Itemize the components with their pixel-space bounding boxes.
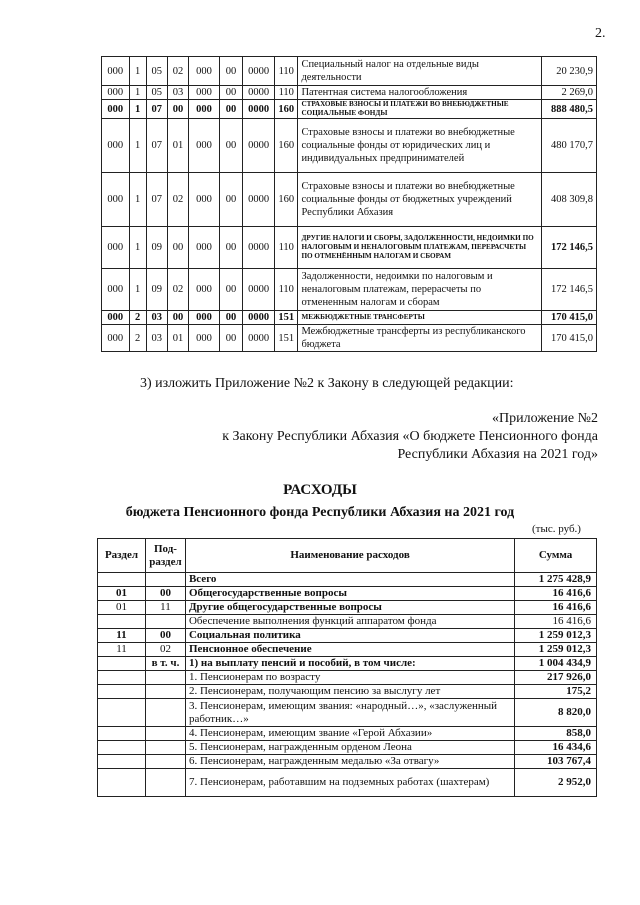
income-code-cell: 000 (102, 269, 130, 311)
income-code-cell: 000 (189, 57, 220, 86)
expense-section-cell: 11 (98, 629, 146, 643)
income-row (102, 86, 597, 100)
expense-subsection-cell: 02 (145, 643, 185, 657)
expense-subsection-cell (145, 699, 185, 727)
income-code-cell: 07 (146, 119, 167, 173)
expense-section-cell (98, 727, 146, 741)
expense-section-cell: 01 (98, 601, 146, 615)
header-name: Наименование расходов (185, 539, 514, 573)
income-code-cell: 07 (146, 100, 167, 119)
income-code-cell: 000 (102, 86, 130, 100)
expense-section-cell (98, 615, 146, 629)
income-code-cell: 1 (129, 119, 146, 173)
income-code-cell: 000 (102, 119, 130, 173)
income-code-cell: 1 (129, 100, 146, 119)
income-code-cell: 151 (275, 311, 298, 325)
expense-sum-cell: 1 259 012,3 (515, 643, 597, 657)
expense-sum-cell: 217 926,0 (515, 671, 597, 685)
income-row (102, 100, 597, 119)
income-code-cell: 110 (275, 86, 298, 100)
expense-sum-cell: 1 275 428,9 (515, 573, 597, 587)
expense-row (98, 601, 597, 615)
income-code-cell: 03 (146, 311, 167, 325)
expense-row (98, 615, 597, 629)
document-subtitle: бюджета Пенсионного фонда Республики Абхазия на 2021 год (125, 505, 515, 520)
income-code-cell: 000 (189, 86, 220, 100)
income-code-cell: 000 (189, 119, 220, 173)
expense-row (98, 727, 597, 741)
income-code-cell: 00 (219, 325, 242, 352)
income-code-cell: 110 (275, 57, 298, 86)
income-sum-cell: 170 415,0 (541, 311, 596, 325)
income-row (102, 173, 597, 227)
income-row (102, 325, 597, 352)
appendix-header (222, 410, 598, 464)
income-code-cell: 00 (219, 173, 242, 227)
income-sum-cell: 20 230,9 (541, 57, 596, 86)
income-code-cell: 07 (146, 173, 167, 227)
income-row (102, 119, 597, 173)
expense-name-cell: 7. Пенсионерам, работавшим на подземных работах (шахтерам) (185, 769, 514, 797)
expense-row (98, 643, 597, 657)
expense-sum-cell: 16 416,6 (515, 601, 597, 615)
income-code-cell: 000 (189, 325, 220, 352)
expense-subsection-cell: 00 (145, 629, 185, 643)
income-code-cell: 000 (102, 227, 130, 269)
expense-row (98, 755, 597, 769)
income-code-cell: 0000 (243, 269, 275, 311)
income-code-cell: 00 (219, 57, 242, 86)
expense-subsection-cell: в т. ч. (145, 657, 185, 671)
expense-section-cell (98, 573, 146, 587)
income-code-cell: 000 (189, 100, 220, 119)
income-code-cell: 151 (275, 325, 298, 352)
income-code-cell: 00 (219, 269, 242, 311)
expense-section-cell: 01 (98, 587, 146, 601)
expense-sum-cell: 175,2 (515, 685, 597, 699)
income-code-cell: 000 (102, 57, 130, 86)
income-code-cell: 0000 (243, 227, 275, 269)
expense-table-body (98, 573, 597, 797)
income-code-cell: 000 (189, 311, 220, 325)
income-code-cell: 09 (146, 227, 167, 269)
income-code-cell: 00 (219, 227, 242, 269)
expense-row (98, 699, 597, 727)
income-code-cell: 03 (146, 325, 167, 352)
expense-row (98, 671, 597, 685)
expense-name-cell: Обеспечение выполнения функций аппаратом фонда (185, 615, 514, 629)
expense-subsection-cell (145, 727, 185, 741)
income-code-cell: 0000 (243, 119, 275, 173)
header-section: Раздел (98, 539, 146, 573)
income-sum-cell: 408 309,8 (541, 173, 596, 227)
expense-row (98, 573, 597, 587)
income-code-cell: 000 (189, 173, 220, 227)
income-sum-cell: 172 146,5 (541, 227, 596, 269)
expense-name-cell: Пенсионное обеспечение (185, 643, 514, 657)
income-code-cell: 02 (167, 57, 188, 86)
income-name-cell: МЕЖБЮДЖЕТНЫЕ ТРАНСФЕРТЫ (298, 311, 541, 325)
income-code-cell: 000 (102, 173, 130, 227)
income-code-cell: 000 (102, 100, 130, 119)
expense-name-cell: 4. Пенсионерам, имеющим звание «Герой Абхазии» (185, 727, 514, 741)
expense-section-cell (98, 755, 146, 769)
income-name-cell: Патентная система налогообложения (298, 86, 541, 100)
expense-row (98, 741, 597, 755)
document-title: РАСХОДЫ (283, 482, 357, 498)
expense-section-cell (98, 657, 146, 671)
income-code-cell: 160 (275, 119, 298, 173)
income-name-cell: Страховые взносы и платежи во внебюджетные социальные фонды от юридических лиц и индивидуальных предпринимателей (298, 119, 541, 173)
header-subsection: Под-раздел (145, 539, 185, 573)
income-sum-cell: 2 269,0 (541, 86, 596, 100)
income-code-cell: 1 (129, 269, 146, 311)
income-code-cell: 05 (146, 57, 167, 86)
income-code-cell: 00 (167, 227, 188, 269)
expense-subsection-cell (145, 615, 185, 629)
expense-subsection-cell (145, 685, 185, 699)
expense-subsection-cell (145, 741, 185, 755)
income-code-cell: 110 (275, 227, 298, 269)
income-code-cell: 0000 (243, 173, 275, 227)
income-code-cell: 000 (189, 269, 220, 311)
income-code-cell: 0000 (243, 325, 275, 352)
expense-subsection-cell (145, 671, 185, 685)
income-code-cell: 05 (146, 86, 167, 100)
income-sum-cell: 172 146,5 (541, 269, 596, 311)
expense-section-cell (98, 741, 146, 755)
income-code-cell: 0000 (243, 86, 275, 100)
income-code-cell: 0000 (243, 57, 275, 86)
income-name-cell: ДРУГИЕ НАЛОГИ И СБОРЫ, ЗАДОЛЖЕННОСТИ, НЕДОИМКИ ПО НАЛОГОВЫМ И НЕНАЛОГОВЫМ ПЛАТЕЖАМ, ПЕРЕРАСЧЕТЫ ПО ОТМЕНЁННЫМ НАЛОГАМ И СБОРАМ (298, 227, 541, 269)
income-code-cell: 2 (129, 311, 146, 325)
header-sum: Сумма (515, 539, 597, 573)
income-code-cell: 000 (189, 227, 220, 269)
expense-subsection-cell: 11 (145, 601, 185, 615)
income-code-cell: 02 (167, 269, 188, 311)
expense-name-cell: 1) на выплату пенсий и пособий, в том числе: (185, 657, 514, 671)
expense-name-cell: 5. Пенсионерам, награжденным орденом Леона (185, 741, 514, 755)
expense-row (98, 769, 597, 797)
income-code-cell: 0000 (243, 100, 275, 119)
income-row (102, 227, 597, 269)
expense-row (98, 629, 597, 643)
expense-name-cell: Социальная политика (185, 629, 514, 643)
expense-sum-cell: 103 767,4 (515, 755, 597, 769)
expense-name-cell: 3. Пенсионерам, имеющим звания: «народный…», «заслуженный работник…» (185, 699, 514, 727)
expense-section-cell (98, 685, 146, 699)
income-name-cell: Специальный налог на отдельные виды деятельности (298, 57, 541, 86)
income-code-cell: 00 (167, 311, 188, 325)
appendix-line-3: Республики Абхазия на 2021 год» (397, 447, 598, 462)
expense-sum-cell: 16 416,6 (515, 615, 597, 629)
income-code-cell: 00 (219, 100, 242, 119)
income-code-cell: 2 (129, 325, 146, 352)
income-code-cell: 000 (102, 325, 130, 352)
expense-row (98, 657, 597, 671)
income-row (102, 311, 597, 325)
income-name-cell: Страховые взносы и платежи во внебюджетные социальные фонды от бюджетных учреждений Республики Абхазия (298, 173, 541, 227)
expense-sum-cell: 1 004 434,9 (515, 657, 597, 671)
expense-subsection-cell (145, 573, 185, 587)
income-row (102, 57, 597, 86)
expense-sum-cell: 8 820,0 (515, 699, 597, 727)
expense-name-cell: Всего (185, 573, 514, 587)
income-code-cell: 00 (219, 311, 242, 325)
income-code-cell: 00 (219, 119, 242, 173)
unit-note: (тыс. руб.) (532, 523, 581, 535)
income-code-cell: 1 (129, 57, 146, 86)
income-code-cell: 1 (129, 86, 146, 100)
expense-sum-cell: 16 434,6 (515, 741, 597, 755)
income-code-cell: 09 (146, 269, 167, 311)
expense-row (98, 685, 597, 699)
expense-subsection-cell (145, 755, 185, 769)
expense-row (98, 587, 597, 601)
income-table (101, 56, 597, 352)
income-code-cell: 03 (167, 86, 188, 100)
income-name-cell: Межбюджетные трансферты из республиканского бюджета (298, 325, 541, 352)
expense-name-cell: 6. Пенсионерам, награжденным медалью «За отвагу» (185, 755, 514, 769)
expense-name-cell: 2. Пенсионерам, получающим пенсию за выслугу лет (185, 685, 514, 699)
expense-sum-cell: 2 952,0 (515, 769, 597, 797)
expense-subsection-cell: 00 (145, 587, 185, 601)
income-code-cell: 110 (275, 269, 298, 311)
income-code-cell: 00 (219, 86, 242, 100)
income-name-cell: СТРАХОВЫЕ ВЗНОСЫ И ПЛАТЕЖИ ВО ВНЕБЮДЖЕТНЫЕ СОЦИАЛЬНЫЕ ФОНДЫ (298, 100, 541, 119)
income-code-cell: 160 (275, 173, 298, 227)
income-sum-cell: 480 170,7 (541, 119, 596, 173)
income-sum-cell: 888 480,5 (541, 100, 596, 119)
appendix-line-1: «Приложение №2 (492, 411, 598, 426)
income-row (102, 269, 597, 311)
page-number: 2. (595, 26, 606, 41)
expense-table (97, 538, 597, 797)
income-code-cell: 1 (129, 227, 146, 269)
income-code-cell: 00 (167, 100, 188, 119)
expense-sum-cell: 858,0 (515, 727, 597, 741)
expense-sum-cell: 1 259 012,3 (515, 629, 597, 643)
expense-name-cell: Общегосударственные вопросы (185, 587, 514, 601)
income-code-cell: 160 (275, 100, 298, 119)
expense-section-cell (98, 769, 146, 797)
expense-sum-cell: 16 416,6 (515, 587, 597, 601)
income-code-cell: 000 (102, 311, 130, 325)
amendment-paragraph: 3) изложить Приложение №2 к Закону в следующей редакции: (140, 376, 514, 391)
income-code-cell: 01 (167, 325, 188, 352)
expense-name-cell: Другие общегосударственные вопросы (185, 601, 514, 615)
expense-section-cell (98, 699, 146, 727)
income-code-cell: 0000 (243, 311, 275, 325)
income-table-body (102, 57, 597, 352)
income-name-cell: Задолженности, недоимки по налоговым и неналоговым платежам, перерасчеты по отмененным налогам и сборам (298, 269, 541, 311)
expense-section-cell: 11 (98, 643, 146, 657)
income-sum-cell: 170 415,0 (541, 325, 596, 352)
appendix-line-2: к Закону Республики Абхазия «О бюджете Пенсионного фонда (222, 429, 598, 444)
income-code-cell: 01 (167, 119, 188, 173)
expense-name-cell: 1. Пенсионерам по возрасту (185, 671, 514, 685)
income-code-cell: 02 (167, 173, 188, 227)
expense-section-cell (98, 671, 146, 685)
expense-subsection-cell (145, 769, 185, 797)
income-code-cell: 1 (129, 173, 146, 227)
